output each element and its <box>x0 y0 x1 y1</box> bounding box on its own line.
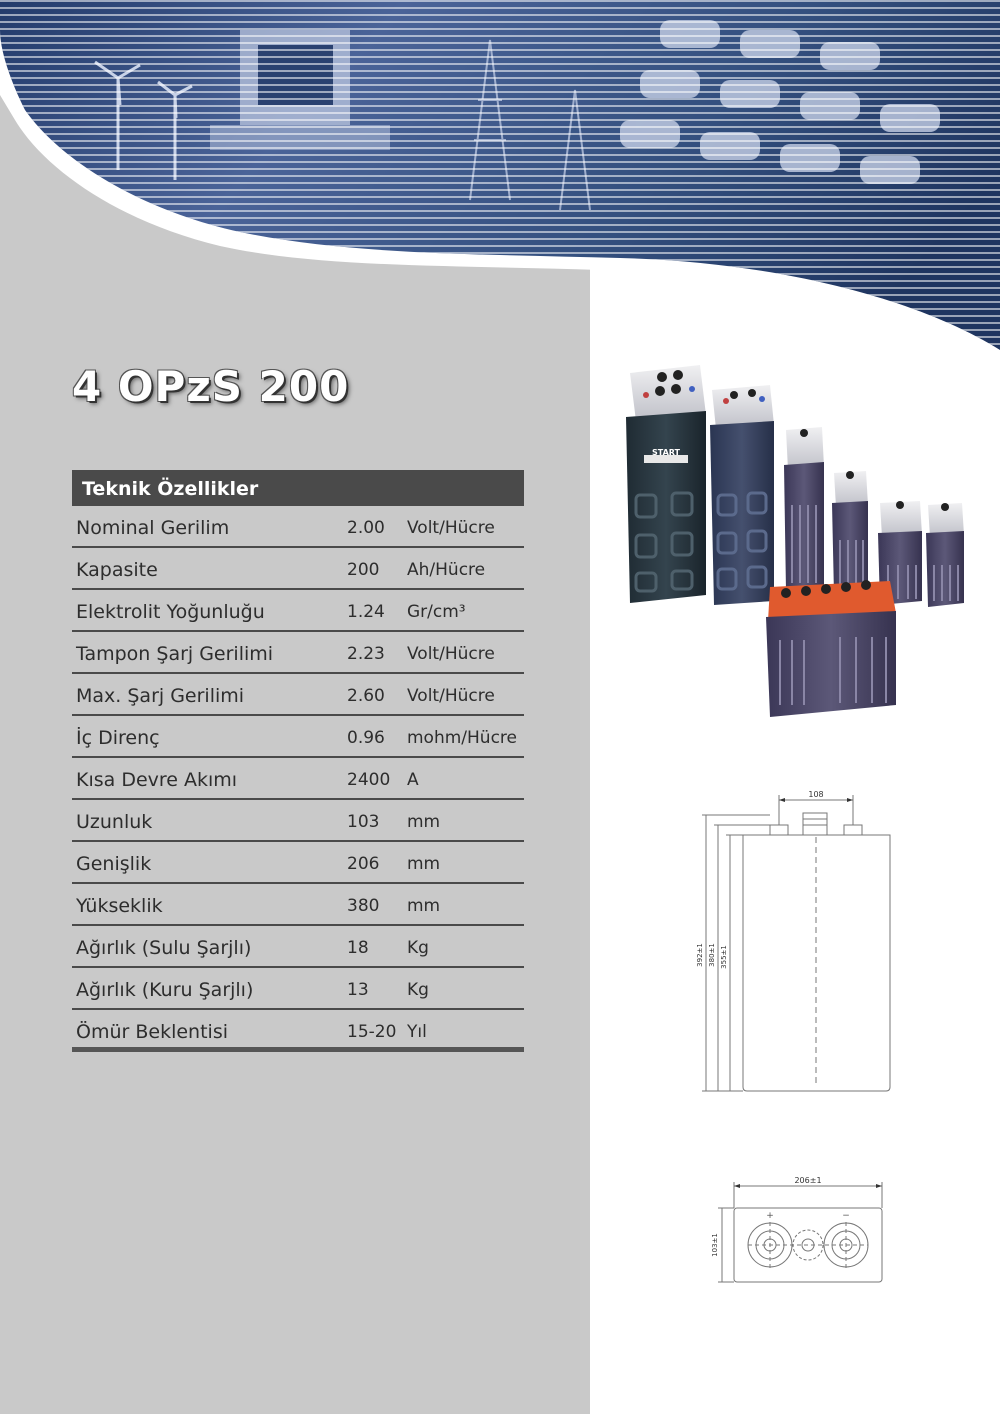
spec-value: 380 <box>347 896 380 916</box>
dimension-label: 380±1 <box>708 943 716 967</box>
spec-unit: Ah/Hücre <box>407 560 486 580</box>
spec-row <box>72 884 524 926</box>
front-view-drawing <box>690 785 910 1100</box>
spec-value: 13 <box>347 980 369 1000</box>
spec-value: 2.00 <box>347 518 385 538</box>
minus-symbol: − <box>842 1211 850 1221</box>
spec-row <box>72 548 524 590</box>
spec-name: Yükseklik <box>76 895 163 917</box>
spec-name: Genişlik <box>76 853 152 875</box>
dimension-label: 108 <box>808 790 824 799</box>
battery-product-photo <box>600 355 1000 725</box>
spec-name: Nominal Gerilim <box>76 517 230 539</box>
spec-value: 15-20 <box>347 1022 397 1042</box>
dimension-label: 392±1 <box>696 943 704 967</box>
dimension-label: 355±1 <box>720 945 728 969</box>
spec-row <box>72 674 524 716</box>
spec-row <box>72 590 524 632</box>
spec-unit: A <box>407 770 419 790</box>
battery-cell-small <box>926 503 964 607</box>
product-title: 4 OPzS 200 <box>72 362 350 411</box>
spec-name: Tampon Şarj Gerilimi <box>76 643 274 665</box>
spec-table <box>72 470 524 1052</box>
dimension-label: 103±1 <box>711 1233 719 1257</box>
spec-row <box>72 800 524 842</box>
spec-value: 2400 <box>347 770 391 790</box>
spec-row <box>72 926 524 968</box>
spec-row <box>72 758 524 800</box>
spec-name: Max. Şarj Gerilimi <box>76 685 245 707</box>
battery-cell-large <box>626 365 706 603</box>
spec-unit: Volt/Hücre <box>407 644 495 664</box>
plus-symbol: + <box>766 1211 774 1221</box>
spec-value: 18 <box>347 938 369 958</box>
spec-unit: mohm/Hücre <box>407 728 518 748</box>
spec-name: Uzunluk <box>76 811 153 833</box>
brand-label: START <box>651 448 681 457</box>
spec-name: Elektrolit Yoğunluğu <box>76 601 265 623</box>
spec-name: Ağırlık (Sulu Şarjlı) <box>76 937 252 959</box>
spec-value: 0.96 <box>347 728 385 748</box>
battery-cell-small <box>832 471 868 595</box>
spec-unit: Yıl <box>407 1022 427 1042</box>
spec-value: 2.60 <box>347 686 385 706</box>
spec-value: 1.24 <box>347 602 385 622</box>
spec-row <box>72 632 524 674</box>
spec-unit: Volt/Hücre <box>407 686 495 706</box>
dimension-label: 206±1 <box>794 1176 822 1185</box>
spec-unit: Volt/Hücre <box>407 518 495 538</box>
spec-unit: mm <box>407 854 441 874</box>
spec-unit: mm <box>407 896 441 916</box>
battery-cell-small <box>784 427 824 591</box>
spec-row <box>72 506 524 548</box>
top-view-drawing <box>700 1172 900 1287</box>
spec-value: 200 <box>347 560 380 580</box>
spec-unit: Kg <box>407 980 429 1000</box>
battery-cell-medium <box>710 385 774 605</box>
spec-value: 206 <box>347 854 380 874</box>
spec-unit: Kg <box>407 938 429 958</box>
spec-name: İç Direnç <box>76 727 160 749</box>
spec-name: Kısa Devre Akımı <box>76 769 238 791</box>
spec-row <box>72 842 524 884</box>
battery-block-red-lid <box>766 580 896 717</box>
spec-row <box>72 1010 524 1052</box>
spec-name: Ağırlık (Kuru Şarjlı) <box>76 979 254 1001</box>
spec-unit: Gr/cm³ <box>407 602 466 622</box>
spec-table-header: Teknik Özellikler <box>72 470 524 506</box>
spec-row <box>72 716 524 758</box>
spec-unit: mm <box>407 812 441 832</box>
spec-row <box>72 968 524 1010</box>
spec-name: Kapasite <box>76 559 158 581</box>
spec-name: Ömür Beklentisi <box>76 1021 228 1043</box>
spec-value: 2.23 <box>347 644 385 664</box>
spec-value: 103 <box>347 812 380 832</box>
